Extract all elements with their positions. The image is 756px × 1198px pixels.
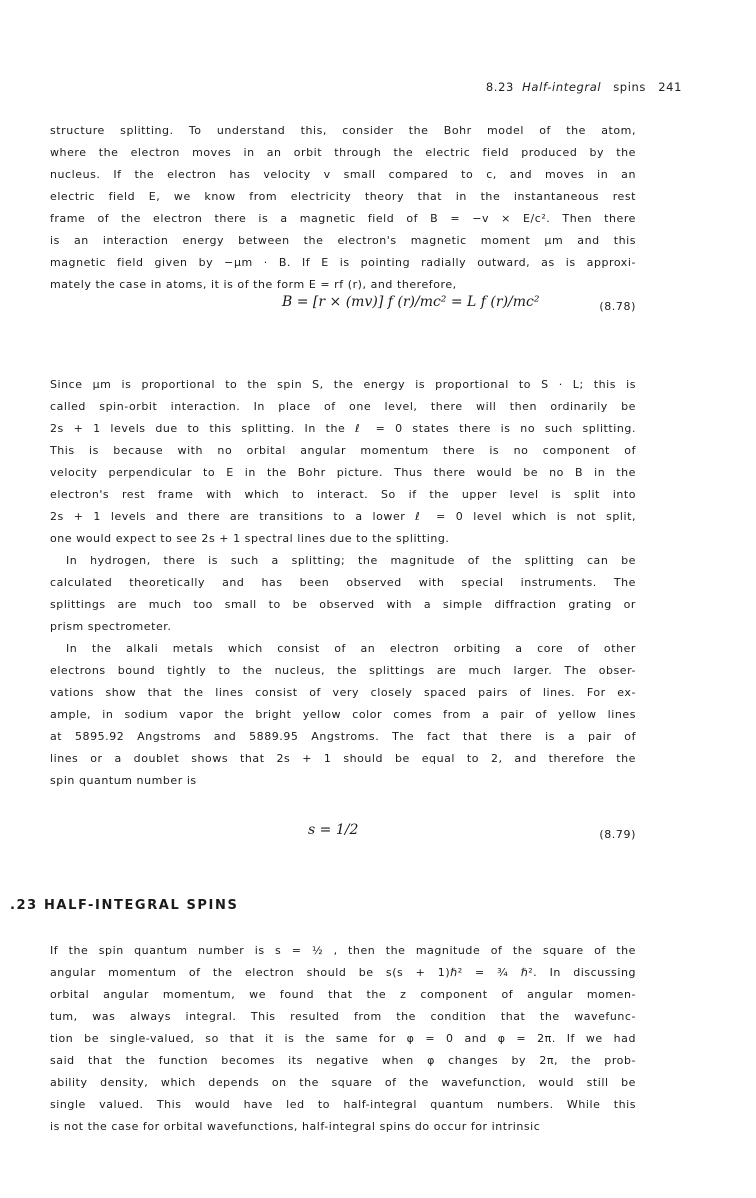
text-line: tion be single-valued, so that it is the same for φ = 0 and φ = 2π. If we had bbox=[50, 1032, 636, 1045]
text-line: lines or a doublet shows that 2s + 1 should be equal to 2, and therefore the bbox=[50, 752, 636, 765]
text-line: at 5895.92 Angstroms and 5889.95 Angstroms. The fact that there is a pair of bbox=[50, 730, 636, 743]
text-line: one would expect to see 2s + 1 spectral lines due to the splitting. bbox=[50, 532, 450, 545]
equation-8-79 bbox=[50, 814, 636, 858]
running-head-section: 8.23 bbox=[485, 80, 514, 94]
running-head-title-tail: spins bbox=[613, 80, 646, 94]
equation-number: (8.79) bbox=[599, 828, 636, 841]
running-head-title: Half-integral bbox=[522, 80, 602, 94]
paragraph-1 bbox=[50, 120, 636, 296]
text-line: Since μm is proportional to the spin S, the energy is proportional to S · L; this is bbox=[50, 378, 636, 391]
text-line: In hydrogen, there is such a splitting; the magnitude of the splitting can be bbox=[66, 554, 636, 567]
text-line: orbital angular momentum, we found that the z component of angular momen- bbox=[50, 988, 636, 1001]
text-line: prism spectrometer. bbox=[50, 620, 172, 633]
text-line: splittings are much too small to be observed with a simple diffraction grating or bbox=[50, 598, 636, 611]
equation-number: (8.78) bbox=[599, 300, 636, 313]
text-line: 2s + 1 levels due to this splitting. In the ℓ = 0 states there is no such splitting. bbox=[50, 422, 636, 435]
text-line: electrons bound tightly to the nucleus, the splittings are much larger. The obser- bbox=[50, 664, 636, 677]
equation-8-78 bbox=[50, 286, 636, 330]
equation-expression: B = [r × (mv)] f (r)/mc² = L f (r)/mc² bbox=[282, 294, 540, 310]
section-heading: .23 HALF-INTEGRAL SPINS bbox=[10, 898, 239, 913]
text-line: called spin-orbit interaction. In place of one level, there will then ordinarily be bbox=[50, 400, 636, 413]
text-line: mately the case in atoms, it is of the form E = rf (r), and therefore, bbox=[50, 278, 457, 291]
text-line: calculated theoretically and has been observed with special instruments. The bbox=[50, 576, 636, 589]
text-line: angular momentum of the electron should be s(s + 1)ℏ² = ¾ ℏ². In discussing bbox=[50, 966, 636, 979]
text-line: vations show that the lines consist of very closely spaced pairs of lines. For ex- bbox=[50, 686, 636, 699]
text-line: single valued. This would have led to half-integral quantum numbers. While this bbox=[50, 1098, 636, 1111]
text-line: spin quantum number is bbox=[50, 774, 197, 787]
text-line: ability density, which depends on the square of the wavefunction, would still be bbox=[50, 1076, 636, 1089]
text-line: electron's rest frame with which to interact. So if the upper level is split into bbox=[50, 488, 636, 501]
paragraph-4 bbox=[50, 638, 636, 792]
text-line: frame of the electron there is a magnetic field of B = −v × E/c². Then there bbox=[50, 212, 636, 225]
text-line: In the alkali metals which consist of an electron orbiting a core of other bbox=[66, 642, 636, 655]
paragraph-5 bbox=[50, 940, 636, 1138]
text-line: magnetic field given by −μm · B. If E is pointing radially outward, as is approxi- bbox=[50, 256, 636, 269]
text-line: structure splitting. To understand this, consider the Bohr model of the atom, bbox=[50, 124, 636, 137]
running-head bbox=[486, 80, 682, 94]
text-line: This is because with no orbital angular momentum there is no component of bbox=[50, 444, 636, 457]
text-line: If the spin quantum number is s = ½ , then the magnitude of the square of the bbox=[50, 944, 636, 957]
text-line: velocity perpendicular to E in the Bohr picture. Thus there would be no B in the bbox=[50, 466, 636, 479]
text-line: ample, in sodium vapor the bright yellow color comes from a pair of yellow lines bbox=[50, 708, 636, 721]
paragraph-2 bbox=[50, 374, 636, 550]
text-line: nucleus. If the electron has velocity v small compared to c, and moves in an bbox=[50, 168, 636, 181]
text-line: is an interaction energy between the electron's magnetic moment μm and this bbox=[50, 234, 636, 247]
text-line: where the electron moves in an orbit through the electric field produced by the bbox=[50, 146, 636, 159]
page-number: 241 bbox=[658, 80, 682, 94]
text-line: electric field E, we know from electricity theory that in the instantaneous rest bbox=[50, 190, 636, 203]
text-line: said that the function becomes its negative when φ changes by 2π, the prob- bbox=[50, 1054, 636, 1067]
paragraph-3 bbox=[50, 550, 636, 638]
equation-expression: s = 1/2 bbox=[308, 822, 359, 838]
text-line: tum, was always integral. This resulted from the condition that the wavefunc- bbox=[50, 1010, 636, 1023]
text-line: 2s + 1 levels and there are transitions to a lower ℓ = 0 level which is not split, bbox=[50, 510, 636, 523]
text-line: is not the case for orbital wavefunctions, half-integral spins do occur for intrinsic bbox=[50, 1120, 541, 1133]
